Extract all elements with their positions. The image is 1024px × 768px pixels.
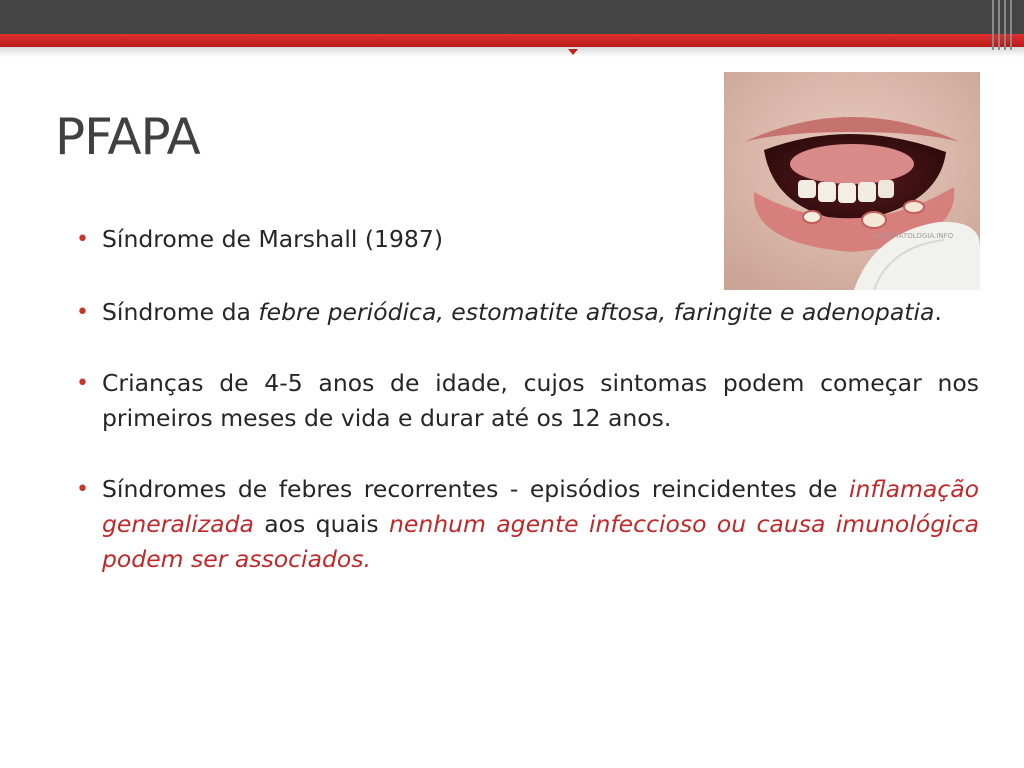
slide-title: PFAPA	[55, 108, 200, 166]
bullet-item	[76, 295, 979, 330]
decorative-lines	[992, 0, 1014, 50]
bullet-text: Síndrome de Marshall (1987)	[102, 225, 443, 253]
bullet-item	[76, 222, 722, 257]
highlight-text: nenhum agente infeccioso ou causa imunológica podem ser associados.	[102, 510, 979, 573]
bullet-text-suffix: .	[934, 298, 942, 326]
bullet-text: Crianças de 4-5 anos de idade, cujos sintomas podem começar nos primeiros meses de vida e durar até os 12 anos.	[102, 369, 979, 432]
decorative-triangle-icon	[568, 49, 578, 55]
highlight-text: inflamação generalizada	[102, 475, 979, 538]
bullet-text-part2: aos quais	[253, 510, 389, 538]
bullet-item	[76, 472, 979, 577]
top-banner-dark	[0, 0, 1024, 34]
bullet-text-part1: Síndromes de febres recorrentes - episódios reincidentes de	[102, 475, 849, 503]
bullet-item	[76, 366, 979, 436]
bullet-list	[76, 222, 979, 577]
bullet-text-prefix: Síndrome da	[102, 298, 259, 326]
top-banner-shadow	[0, 47, 1024, 57]
photo-watermark: ESTOMATOLOGIA.INFO	[874, 232, 954, 240]
top-banner-red	[0, 34, 1024, 47]
bullet-text-italic: febre periódica, estomatite aftosa, faringite e adenopatia	[258, 298, 935, 326]
